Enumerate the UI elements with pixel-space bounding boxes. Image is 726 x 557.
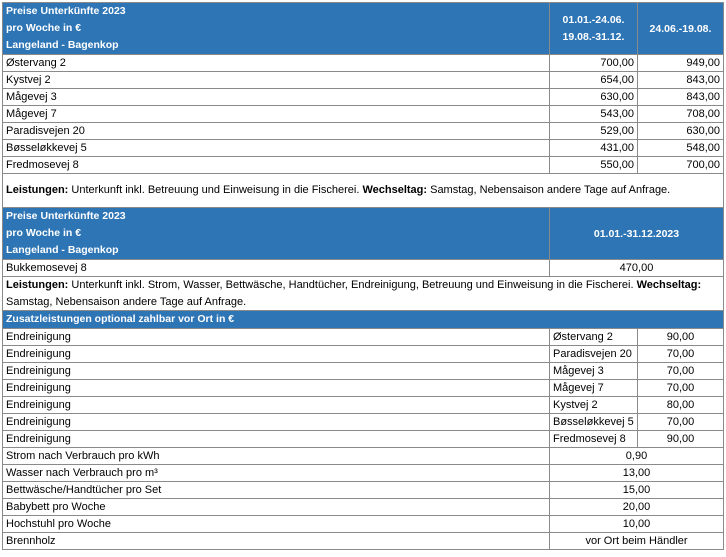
section2-title (3, 208, 550, 260)
accommodation-name: Mågevej 7 (3, 106, 550, 123)
extra-price: 13,00 (550, 465, 724, 482)
price-high-season: 548,00 (638, 140, 724, 157)
section2-note (3, 277, 724, 311)
price-low-season: 630,00 (550, 89, 638, 106)
extra-price: 0,90 (550, 448, 724, 465)
cleaning-price: 70,00 (638, 346, 724, 363)
section1-title-line: Langeland - Bagenkop (6, 39, 119, 51)
extra-label: Endreinigung (3, 363, 550, 380)
section1-period-1 (550, 3, 638, 55)
extra-label: Hochstuhl pro Woche (3, 516, 550, 533)
note-label: Leistungen: (6, 279, 69, 291)
price-low-season: 654,00 (550, 72, 638, 89)
extra-label: Endreinigung (3, 329, 550, 346)
extra-label: Strom nach Verbrauch pro kWh (3, 448, 550, 465)
accommodation-name: Bøsseløkkevej 5 (3, 140, 550, 157)
extra-row (3, 448, 724, 465)
price-high-season: 949,00 (638, 55, 724, 72)
extras-title: Zusatzleistungen optional zahlbar vor Ort in € (3, 311, 724, 329)
accommodation-name: Paradisvejen 20 (3, 123, 550, 140)
price-low-season: 431,00 (550, 140, 638, 157)
cleaning-price: 90,00 (638, 329, 724, 346)
accommodation-row (3, 72, 724, 89)
extra-price: 20,00 (550, 499, 724, 516)
extra-price: 15,00 (550, 482, 724, 499)
extra-label: Endreinigung (3, 346, 550, 363)
cleaning-row (3, 397, 724, 414)
extra-label: Endreinigung (3, 397, 550, 414)
section2-title-line: pro Woche in € (6, 227, 82, 239)
price-low-season: 700,00 (550, 55, 638, 72)
price-high-season: 708,00 (638, 106, 724, 123)
extra-row (3, 516, 724, 533)
cleaning-price: 70,00 (638, 414, 724, 431)
section2-title-line: Preise Unterkünfte 2023 (6, 210, 126, 222)
section2-period: 01.01.-31.12.2023 (550, 208, 724, 260)
price-high-season: 700,00 (638, 157, 724, 174)
extra-price: vor Ort beim Händler (550, 533, 724, 550)
extra-label: Babybett pro Woche (3, 499, 550, 516)
note-text: Unterkunft inkl. Betreuung und Einweisung in die Fischerei. (68, 184, 363, 197)
accommodation-row (3, 89, 724, 106)
accommodation-row (3, 260, 724, 277)
cleaning-row (3, 329, 724, 346)
note-label: Leistungen: (6, 184, 69, 197)
section1-title (3, 3, 550, 55)
cleaning-place: Paradisvejen 20 (550, 346, 638, 363)
section2-title-line: Langeland - Bagenkop (6, 244, 119, 256)
note-text: Samstag, Nebensaison andere Tage auf Anfrage. (427, 184, 671, 197)
extra-price: 10,00 (550, 516, 724, 533)
extra-row (3, 499, 724, 516)
cleaning-row (3, 363, 724, 380)
price-year-round: 470,00 (550, 260, 724, 277)
extra-row (3, 533, 724, 550)
extra-row (3, 482, 724, 499)
accommodation-name: Bukkemosevej 8 (3, 260, 550, 277)
extra-label: Endreinigung (3, 380, 550, 397)
accommodation-row (3, 157, 724, 174)
accommodation-row (3, 55, 724, 72)
price-table-body (3, 3, 724, 550)
accommodation-name: Fredmosevej 8 (3, 157, 550, 174)
cleaning-price: 80,00 (638, 397, 724, 414)
price-high-season: 630,00 (638, 123, 724, 140)
price-high-season: 843,00 (638, 72, 724, 89)
cleaning-row (3, 346, 724, 363)
note-text: Samstag, Nebensaison andere Tage auf Anfrage. (6, 295, 247, 308)
period-line: 01.01.-24.06. (562, 13, 625, 26)
cleaning-price: 70,00 (638, 380, 724, 397)
period-line: 19.08.-31.12. (562, 30, 625, 43)
cleaning-price: 70,00 (638, 363, 724, 380)
extra-label: Brennholz (3, 533, 550, 550)
price-high-season: 843,00 (638, 89, 724, 106)
extra-label: Wasser nach Verbrauch pro m³ (3, 465, 550, 482)
cleaning-row (3, 380, 724, 397)
accommodation-row (3, 123, 724, 140)
cleaning-place: Mågevej 3 (550, 363, 638, 380)
cleaning-row (3, 431, 724, 448)
price-low-season: 543,00 (550, 106, 638, 123)
cleaning-place: Fredmosevej 8 (550, 431, 638, 448)
note-label: Wechseltag: (636, 279, 702, 291)
cleaning-place: Bøsseløkkevej 5 (550, 414, 638, 431)
note-text: Unterkunft inkl. Strom, Wasser, Bettwäsche, Handtücher, Endreinigung, Betreuung und Einweisung in die Fischerei. (68, 279, 637, 291)
accommodation-name: Østervang 2 (3, 55, 550, 72)
section1-note (3, 174, 724, 208)
cleaning-place: Mågevej 7 (550, 380, 638, 397)
section2-note-row (3, 277, 724, 311)
extra-label: Endreinigung (3, 431, 550, 448)
section1-note-row (3, 174, 724, 208)
note-label: Wechseltag: (362, 184, 428, 197)
extra-label: Bettwäsche/Handtücher pro Set (3, 482, 550, 499)
accommodation-name: Kystvej 2 (3, 72, 550, 89)
price-low-season: 529,00 (550, 123, 638, 140)
accommodation-name: Mågevej 3 (3, 89, 550, 106)
price-low-season: 550,00 (550, 157, 638, 174)
extra-row (3, 465, 724, 482)
section1-title-line: Preise Unterkünfte 2023 (6, 5, 126, 17)
cleaning-place: Kystvej 2 (550, 397, 638, 414)
accommodation-row (3, 140, 724, 157)
cleaning-place: Østervang 2 (550, 329, 638, 346)
accommodation-row (3, 106, 724, 123)
section2-header (3, 208, 724, 260)
section1-period-2: 24.06.-19.08. (638, 3, 724, 55)
extra-label: Endreinigung (3, 414, 550, 431)
section1-title-line: pro Woche in € (6, 22, 82, 34)
cleaning-row (3, 414, 724, 431)
price-table (2, 2, 724, 550)
section1-header (3, 3, 724, 55)
extras-header (3, 311, 724, 329)
cleaning-price: 90,00 (638, 431, 724, 448)
